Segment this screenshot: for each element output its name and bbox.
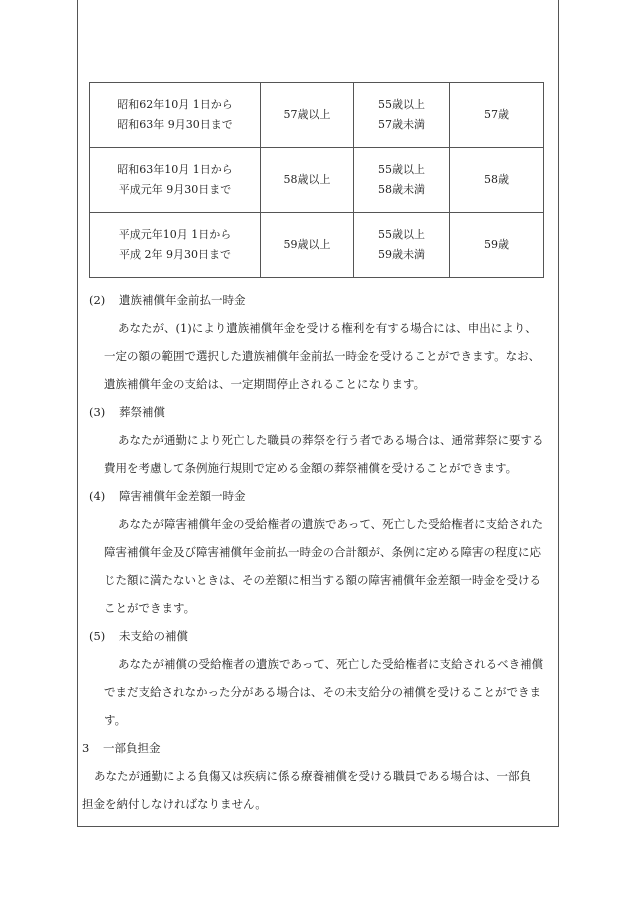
period-cell: 昭和63年10月 1日から 平成元年 9月30日まで [90, 148, 261, 213]
paragraph-line: す。 [104, 713, 127, 727]
age-table [89, 82, 544, 278]
age-range-cell: 55歳以上 59歳未満 [354, 213, 450, 278]
table-row [90, 83, 544, 148]
paragraph-line: 遺族補償年金の支給は、一定期間停止されることになります。 [104, 377, 426, 391]
period-cell: 平成元年10月 1日から 平成 2年 9月30日まで [90, 213, 261, 278]
section-heading: (4) 障害補償年金差額一時金 [89, 489, 246, 503]
age-cell: 58歳以上 [261, 148, 354, 213]
age-cell: 58歳 [450, 148, 544, 213]
table-row [90, 148, 544, 213]
table-row [90, 213, 544, 278]
age-cell: 57歳 [450, 83, 544, 148]
age-cell: 59歳 [450, 213, 544, 278]
age-range-cell: 55歳以上 58歳未満 [354, 148, 450, 213]
age-cell: 59歳以上 [261, 213, 354, 278]
paragraph-line: あなたが通勤による負傷又は疾病に係る療養補償を受ける職員である場合は、一部負 [94, 769, 531, 783]
paragraph-line: ことができます。 [104, 601, 196, 615]
paragraph-line: 障害補償年金及び障害補償年金前払一時金の合計額が、条例に定める障害の程度に応 [104, 545, 541, 559]
paragraph-line: じた額に満たないときは、その差額に相当する額の障害補償年金差額一時金を受ける [104, 573, 541, 587]
paragraph-line: あなたが、(1)により遺族補償年金を受ける権利を有する場合には、申出により、 [118, 321, 537, 335]
paragraph-line: 一定の額の範囲で選択した遺族補償年金前払一時金を受けることができます。なお、 [104, 349, 541, 363]
paragraph-line: 担金を納付しなければなりません。 [82, 797, 267, 811]
paragraph-line: あなたが通勤により死亡した職員の葬祭を行う者である場合は、通常葬祭に要する [118, 433, 544, 447]
section-heading: (5) 未支給の補償 [89, 629, 188, 643]
chapter-heading: 3 一部負担金 [82, 741, 161, 755]
section-heading: (2) 遺族補償年金前払一時金 [89, 293, 246, 307]
paragraph-line: 費用を考慮して条例施行規則で定める金額の葬祭補償を受けることができます。 [104, 461, 518, 475]
age-cell: 57歳以上 [261, 83, 354, 148]
section-heading: (3) 葬祭補償 [89, 405, 165, 419]
age-range-cell: 55歳以上 57歳未満 [354, 83, 450, 148]
paragraph-line: あなたが障害補償年金の受給権者の遺族であって、死亡した受給権者に支給された [118, 517, 544, 531]
paragraph-line: あなたが補償の受給権者の遺族であって、死亡した受給権者に支給されるべき補償 [118, 657, 544, 671]
period-cell: 昭和62年10月 1日から 昭和63年 9月30日まで [90, 83, 261, 148]
paragraph-line: でまだ支給されなかった分がある場合は、その未支給分の補償を受けることができま [104, 685, 541, 699]
